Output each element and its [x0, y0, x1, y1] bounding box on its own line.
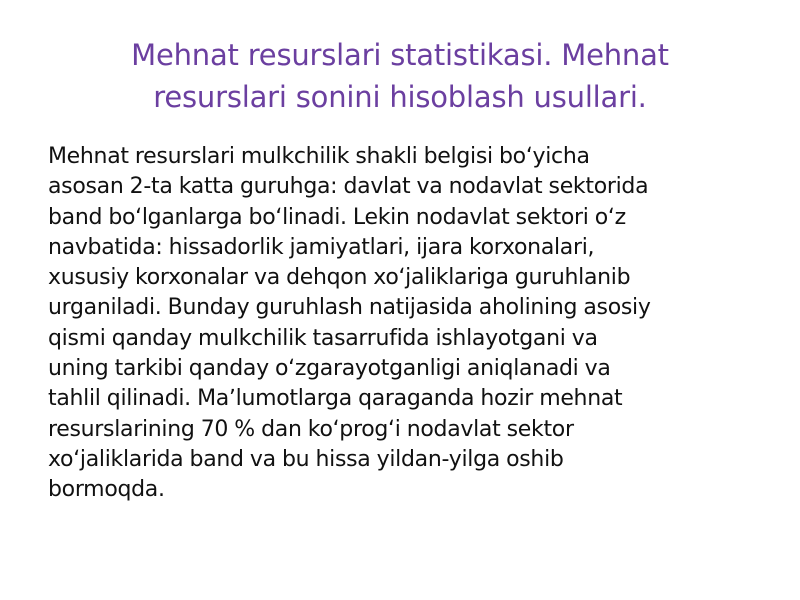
body-line: bormoqda.: [48, 477, 165, 503]
slide-title: [48, 34, 752, 118]
body-line: band boʻlganlarga boʻlinadi. Lekin nodavlat sektori oʻz: [48, 204, 626, 230]
body-line: xususiy korxonalar va dehqon xoʻjaliklariga guruhlanib: [48, 265, 631, 291]
body-line: tahlil qilinadi. Maʼlumotlarga qaraganda hozir mehnat: [48, 386, 623, 412]
body-line: resurslarining 70 % dan koʻprogʻi nodavlat sektor: [48, 416, 574, 442]
body-line: urganiladi. Bunday guruhlash natijasida aholining asosiy: [48, 295, 651, 321]
body-text: [48, 142, 752, 506]
title-line: resurslari sonini hisoblash usullari.: [153, 80, 647, 114]
title-line: Mehnat resurslari statistikasi. Mehnat: [131, 38, 669, 72]
body-line: asosan 2-ta katta guruhga: davlat va nodavlat sektorida: [48, 174, 649, 200]
body-line: qismi qanday mulkchilik tasarrufida ishlayotgani va: [48, 325, 598, 351]
body-line: navbatida: hissadorlik jamiyatlari, ijara korxonalari,: [48, 234, 595, 260]
body-line: Mehnat resurslari mulkchilik shakli belgisi boʻyicha: [48, 144, 590, 169]
body-line: uning tarkibi qanday oʻzgarayotganligi aniqlanadi va: [48, 356, 611, 382]
body-line: xoʻjaliklarida band va bu hissa yildan-yilga oshib: [48, 446, 564, 472]
